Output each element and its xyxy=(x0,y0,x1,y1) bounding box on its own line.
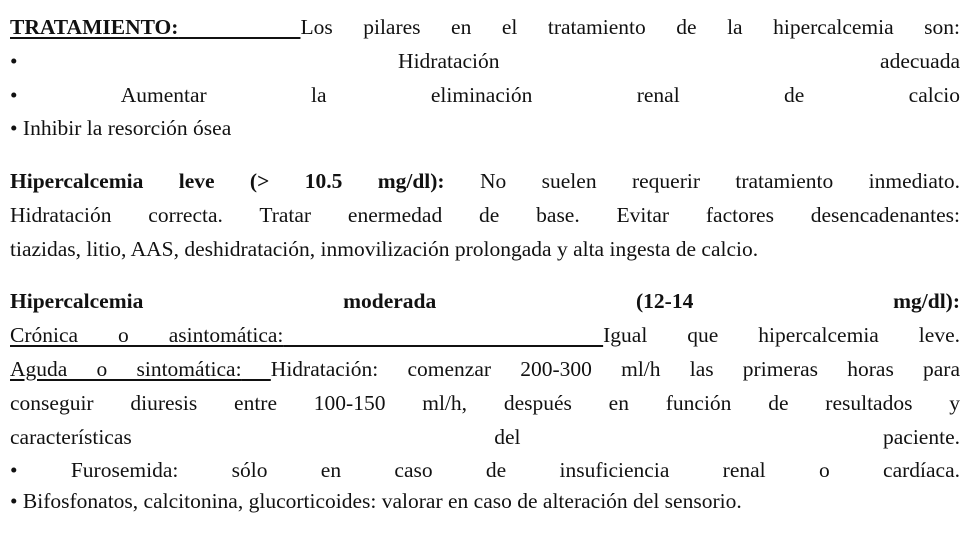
moderada-heading: Hipercalcemia moderada (12-14 mg/dl): xyxy=(10,289,960,313)
moderada-aguda-line-1: Aguda o sintomática: Hidratación: comenzar 200-300 ml/h las primeras horas para xyxy=(10,357,960,381)
moderada-bullet-1: • Furosemida: sólo en caso de insuficiencia renal o cardíaca. xyxy=(10,458,960,482)
bullet-icon: • xyxy=(10,489,18,513)
bullet-icon: • xyxy=(10,83,18,107)
tratamiento-heading: TRATAMIENTO: xyxy=(10,15,179,39)
bullet-icon: • xyxy=(10,458,18,482)
leve-line-2: Hidratación correcta. Tratar enermedad de base. Evitar factores desencadenantes: xyxy=(10,203,960,227)
tratamiento-bullet-3: • Inhibir la resorción ósea xyxy=(10,116,232,140)
moderada-aguda-line-3: características del paciente. xyxy=(10,425,960,449)
moderada-aguda-line-2: conseguir diuresis entre 100-150 ml/h, después en función de resultados y xyxy=(10,391,960,415)
tratamiento-bullet-1: • Hidratación adecuada xyxy=(10,49,960,73)
leve-line-3: tiazidas, litio, AAS, deshidratación, inmovilización prolongada y alta ingesta de calcio. xyxy=(10,237,759,261)
leve-line-1: Hipercalcemia leve (> 10.5 mg/dl): No suelen requerir tratamiento inmediato. xyxy=(10,169,960,193)
cronica-text: Igual que hipercalcemia leve. xyxy=(603,323,960,347)
moderada-cronica-line xyxy=(10,318,960,352)
moderada-bullet-2: • Bifosfonatos, calcitonina, glucorticoides: valorar en caso de alteración del sensorio. xyxy=(10,489,742,513)
bullet-icon: • xyxy=(10,116,18,140)
cronica-label: Crónica o asintomática: xyxy=(10,323,284,347)
tratamiento-intro-line xyxy=(10,10,960,44)
tratamiento-bullet-2: • Aumentar la eliminación renal de calcio xyxy=(10,83,960,107)
aguda-label: Aguda o sintomática: xyxy=(10,357,242,381)
tratamiento-intro: Los pilares en el tratamiento de la hipercalcemia son: xyxy=(300,15,960,39)
bullet-icon: • xyxy=(10,49,18,73)
leve-heading: Hipercalcemia leve (> 10.5 mg/dl): xyxy=(10,169,445,193)
moderada-heading-line xyxy=(10,284,960,318)
